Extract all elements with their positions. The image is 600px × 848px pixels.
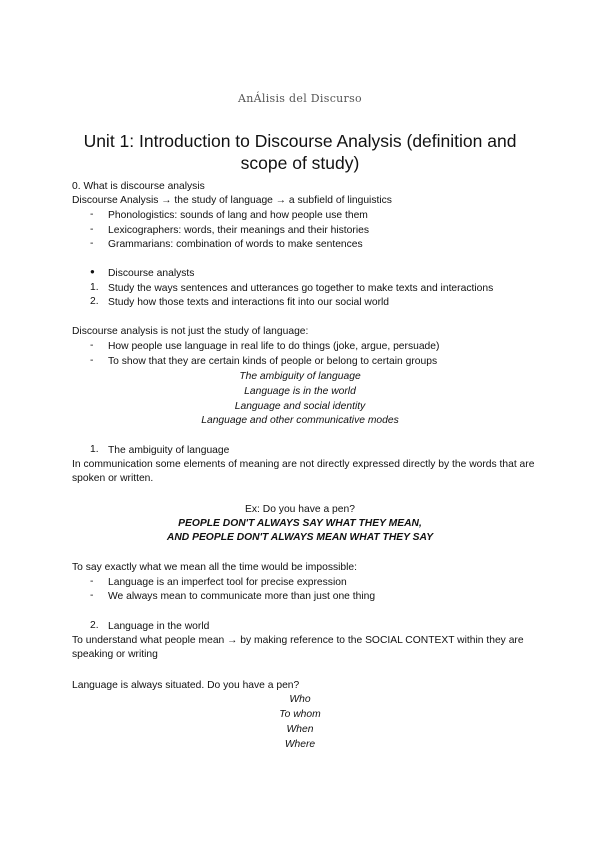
- document-header: AnÁlisis del Discurso: [238, 92, 362, 105]
- dash-marker: -: [90, 224, 94, 235]
- topic-item: Language and social identity: [234, 401, 366, 412]
- list-item: How people use language in real life to do things (joke, argue, persuade): [108, 341, 440, 352]
- list-item: Study the ways sentences and utterances go together to make texts and interactions: [108, 283, 494, 294]
- topic-item: Language is in the world: [244, 386, 356, 397]
- dash-marker: -: [90, 340, 94, 351]
- list-item: Phonologistics: sounds of lang and how people use them: [108, 210, 368, 221]
- question-item: When: [286, 724, 314, 735]
- section-1-paragraph: In communication some elements of meaning are not directly expressed directly by the words that are spoken or written.: [72, 459, 535, 484]
- number-marker: 2.: [90, 296, 99, 307]
- section-2-paragraph: To understand what people mean → by making reference to the SOCIAL CONTEXT within they are speaking or writing: [72, 635, 524, 660]
- section-1-heading: The ambiguity of language: [108, 445, 230, 456]
- question-item: Who: [289, 694, 311, 705]
- question-item: Where: [284, 739, 316, 750]
- list-item: We always mean to communicate more than just one thing: [108, 591, 376, 602]
- impossible-lead: To say exactly what we mean all the time would be impossible:: [72, 562, 358, 573]
- list-item: Language is an imperfect tool for precise expression: [108, 577, 347, 588]
- section-1-marker: 1.: [90, 444, 99, 455]
- example-line: Ex: Do you have a pen?: [245, 504, 355, 515]
- document-title: Unit 1: Introduction to Discourse Analysis (definition and scope of study): [83, 131, 517, 173]
- dash-marker: -: [90, 209, 94, 220]
- emphasis-line-2: AND PEOPLE DON'T ALWAYS MEAN WHAT THEY SAY: [166, 532, 434, 543]
- dash-marker: -: [90, 590, 94, 601]
- section-2-marker: 2.: [90, 620, 99, 631]
- list-item: To show that they are certain kinds of people or belong to certain groups: [108, 356, 438, 367]
- list-item: Study how those texts and interactions fit into our social world: [108, 297, 390, 308]
- bullet-marker: ●: [90, 267, 95, 276]
- dash-marker: -: [90, 355, 94, 366]
- emphasis-line-1: PEOPLE DON'T ALWAYS SAY WHAT THEY MEAN,: [178, 518, 422, 529]
- section-0-heading: 0. What is discourse analysis: [72, 181, 205, 192]
- dash-marker: -: [90, 238, 94, 249]
- list-item: Lexicographers: words, their meanings and their histories: [108, 225, 369, 236]
- list-item: Grammarians: combination of words to make sentences: [108, 239, 363, 250]
- bullet-item: Discourse analysts: [108, 268, 195, 279]
- not-just-lead: Discourse analysis is not just the study of language:: [72, 326, 309, 337]
- situated-line: Language is always situated. Do you have a pen?: [72, 680, 300, 691]
- definition-line: Discourse Analysis → the study of language → a subfield of linguistics: [72, 195, 392, 206]
- dash-marker: -: [90, 576, 94, 587]
- number-marker: 1.: [90, 282, 99, 293]
- topic-item: The ambiguity of language: [239, 371, 361, 382]
- topic-item: Language and other communicative modes: [201, 415, 399, 426]
- section-2-heading: Language in the world: [108, 621, 210, 632]
- question-item: To whom: [279, 709, 321, 720]
